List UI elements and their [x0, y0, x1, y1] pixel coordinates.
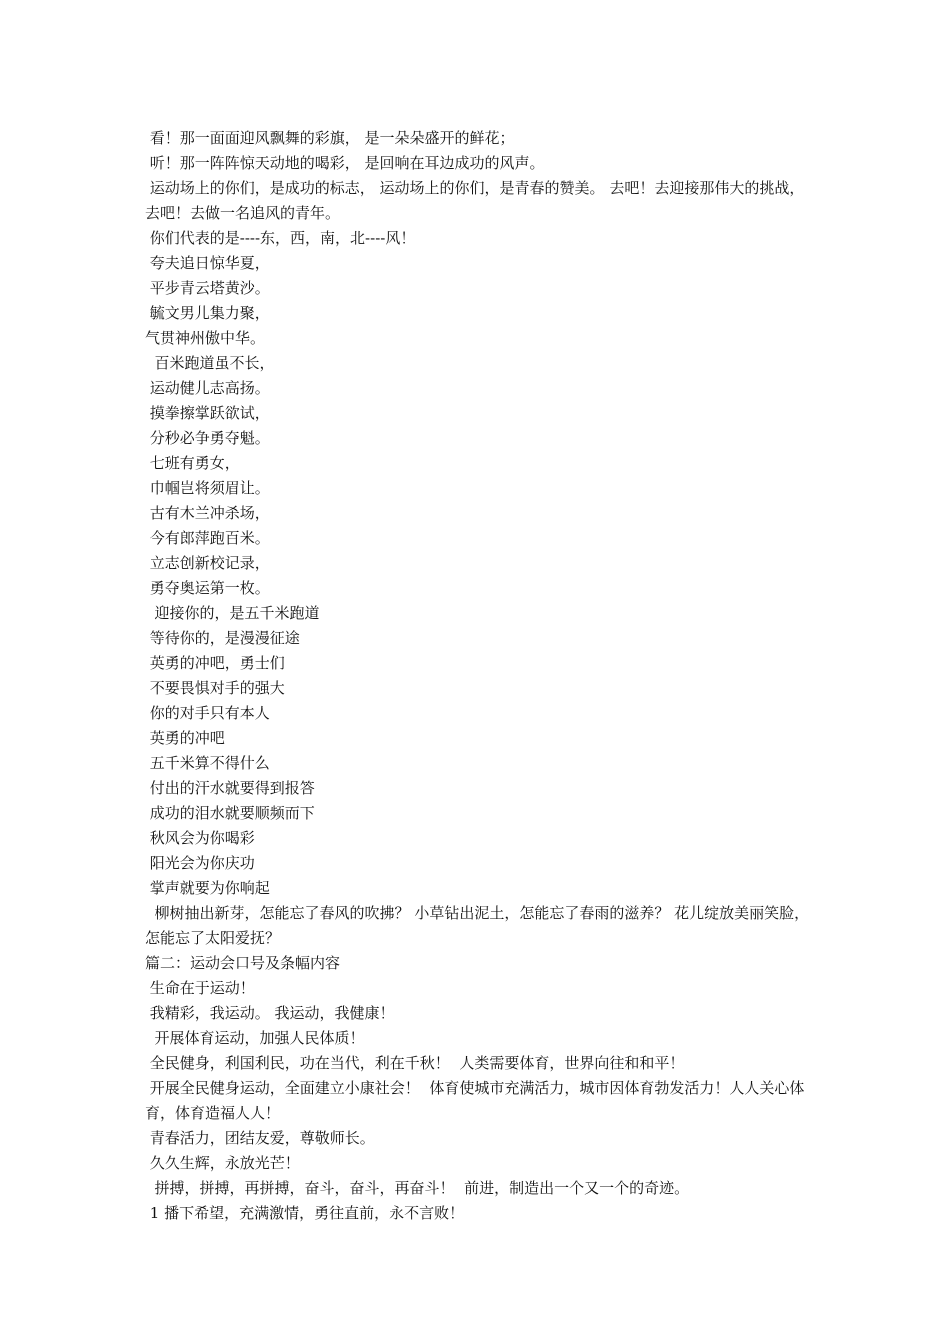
- text-line: 五千米算不得什么: [145, 754, 270, 772]
- text-line: 运动场上的你们，是成功的标志， 运动场上的你们，是青春的赞美。 去吧！去迎接那伟大的挑战， 去吧！去做一名追风的青年。: [145, 179, 810, 222]
- text-line: 你的对手只有本人: [145, 704, 270, 722]
- text-line: 迎接你的，是五千米跑道: [145, 604, 320, 622]
- text-line: 今有郎萍跑百米。: [145, 529, 270, 547]
- text-line: 开展全民健身运动，全面建立小康社会！ 体育使城市充满活力，城市因体育勃发活力！人人关心体育，体育造福人人！: [145, 1079, 805, 1122]
- text-line: 不要畏惧对手的强大: [145, 679, 285, 697]
- text-line: 百米跑道虽不长，: [145, 354, 275, 372]
- text-line: 巾帼岂将须眉让。: [145, 479, 270, 497]
- text-line: 夸夫追日惊华夏，: [145, 254, 270, 272]
- text-line: 七班有勇女，: [145, 454, 240, 472]
- text-line: 付出的汗水就要得到报答: [145, 779, 315, 797]
- text-line: 平步青云塔黄沙。: [145, 279, 270, 297]
- text-line: 摸拳擦掌跃欲试，: [145, 404, 270, 422]
- text-line: 青春活力，团结友爱，尊敬师长。: [145, 1129, 375, 1147]
- text-line: 久久生辉，永放光芒！: [145, 1154, 300, 1172]
- section-heading: 篇二：运动会口号及条幅内容: [145, 954, 341, 972]
- text-line: 毓文男儿集力聚，: [145, 304, 270, 322]
- text-line: 阳光会为你庆功: [145, 854, 255, 872]
- text-line: 1 播下希望，充满激情，勇往直前，永不言败！: [145, 1204, 465, 1222]
- text-line: 古有木兰冲杀场，: [145, 504, 270, 522]
- text-line: 拼搏，拼搏，再拼搏，奋斗，奋斗，再奋斗！ 前进，制造出一个又一个的奇迹。: [145, 1179, 690, 1197]
- text-line: 秋风会为你喝彩: [145, 829, 255, 847]
- text-line: 成功的泪水就要顺频而下: [145, 804, 315, 822]
- text-line: 看！那一面面迎风飘舞的彩旗， 是一朵朵盛开的鲜花；: [145, 129, 515, 147]
- text-line: 柳树抽出新芽，怎能忘了春风的吹拂？ 小草钻出泥土，怎能忘了春雨的滋养？ 花儿绽放美丽笑脸，怎能忘了太阳爱抚？: [145, 904, 810, 947]
- text-line: 听！那一阵阵惊天动地的喝彩， 是回响在耳边成功的风声。: [145, 154, 545, 172]
- text-line: 等待你的，是漫漫征途: [145, 629, 300, 647]
- text-line: 全民健身，利国利民，功在当代，利在千秋！ 人类需要体育，世界向往和和平！: [145, 1054, 685, 1072]
- text-line: 开展体育运动，加强人民体质！: [145, 1029, 365, 1047]
- text-line: 掌声就要为你响起: [145, 879, 270, 897]
- text-line: 英勇的冲吧: [145, 729, 225, 747]
- document-body: [145, 126, 813, 1226]
- text-line: 生命在于运动！: [145, 979, 255, 997]
- text-line: 分秒必争勇夺魁。: [145, 429, 270, 447]
- text-line: 勇夺奥运第一枚。: [145, 579, 270, 597]
- text-line: 气贯神州傲中华。: [145, 329, 266, 347]
- text-line: 你们代表的是----东，西，南，北----风！: [145, 229, 416, 247]
- text-line: 我精彩，我运动。 我运动，我健康！: [145, 1004, 395, 1022]
- text-line: 英勇的冲吧，勇士们: [145, 654, 285, 672]
- text-line: 立志创新校记录，: [145, 554, 270, 572]
- text-line: 运动健儿志高扬。: [145, 379, 270, 397]
